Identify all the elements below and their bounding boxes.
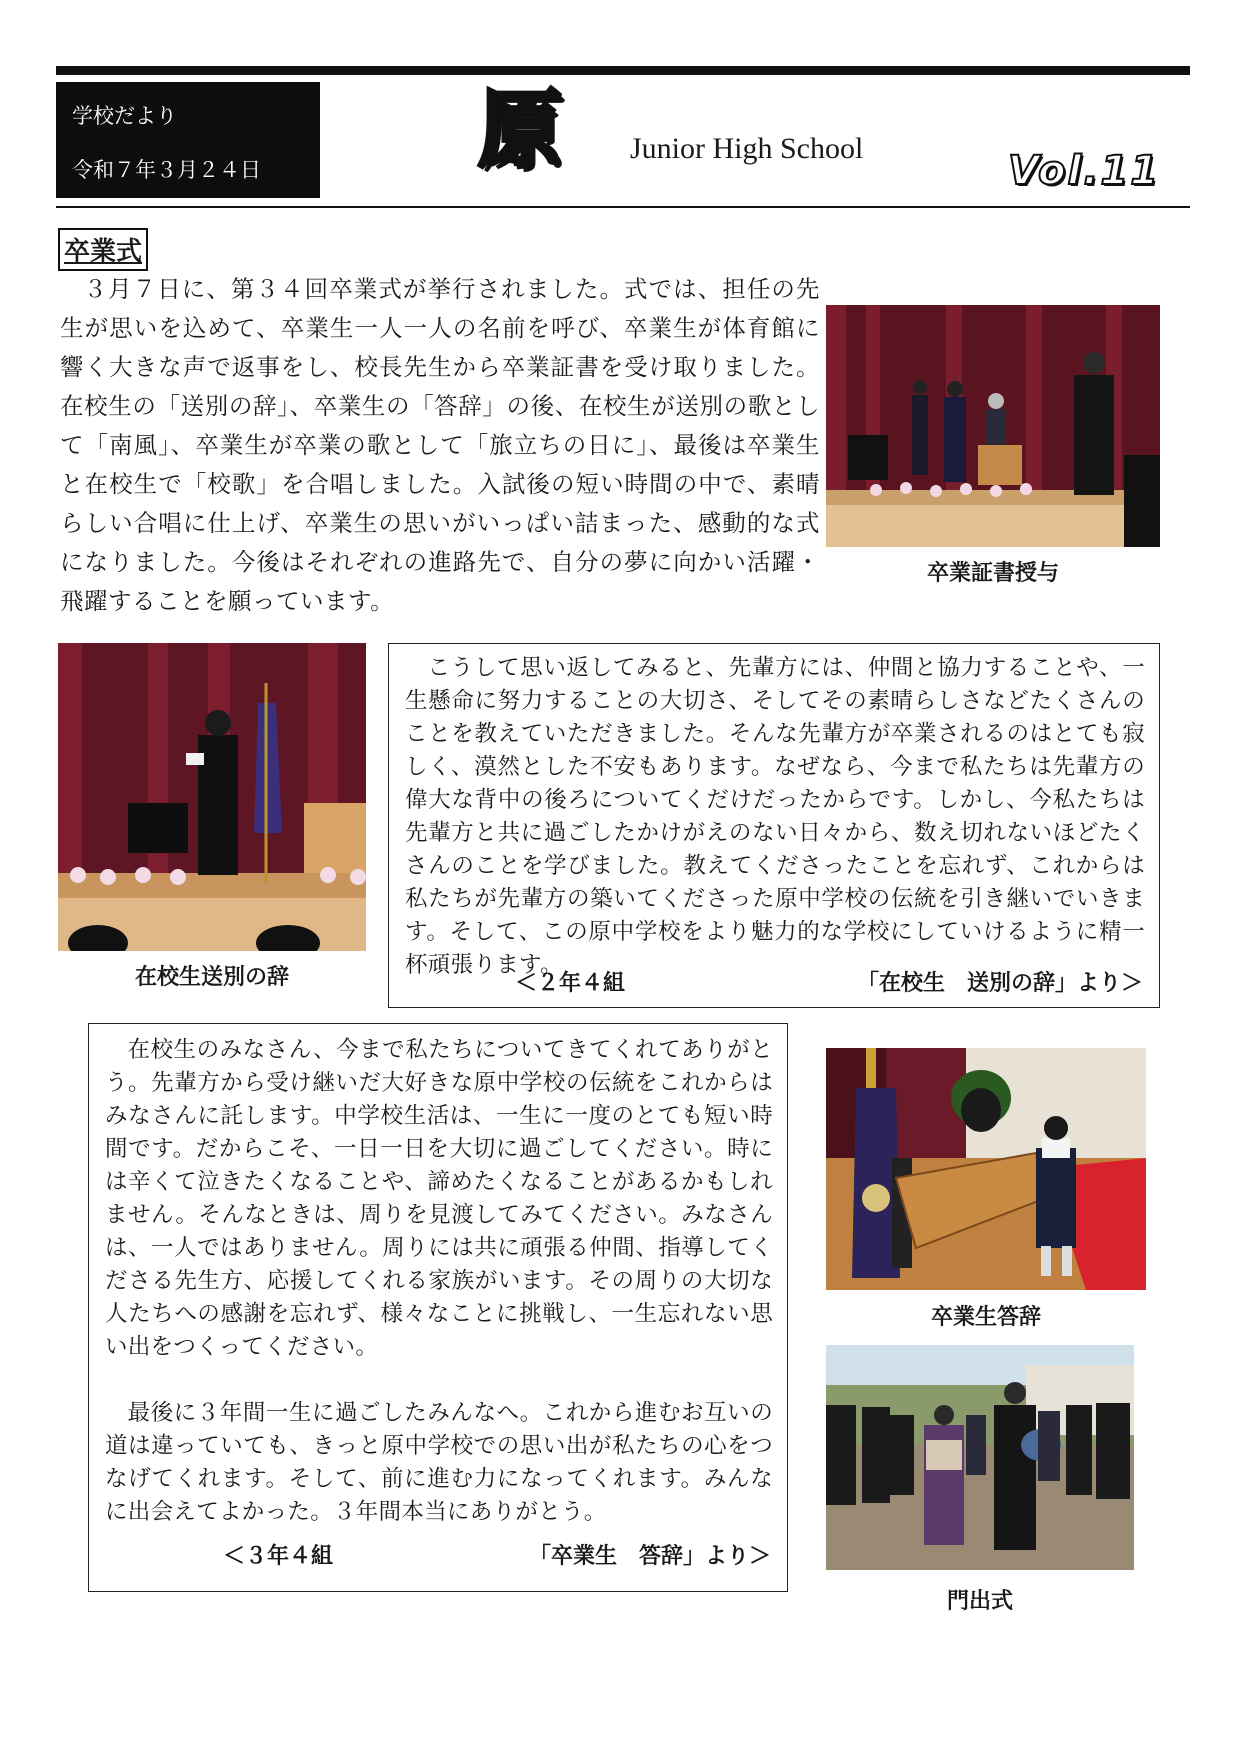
newsletter-label: 学校だより bbox=[72, 104, 177, 128]
section-title: 卒業式 bbox=[58, 228, 148, 271]
gate-ceremony-caption: 門出式 bbox=[946, 1589, 1013, 1614]
reply-caption: 卒業生答辞 bbox=[930, 1305, 1041, 1330]
reply-speech-paragraph-1: 在校生のみなさん、今まで私たちについてきてくれてありがとう。先輩方から受け継いだ大好きな原中学校の伝統をこれからはみなさんに託します。中学校生活は、一生に一度のとても短い時間です。だからこそ、一日一日を大切に過ごしてください。時には辛くて泣きたくなることや、諦めたくなることがあるかもしれません。そんなときは、周りを見渡してみてください。みなさんは、一人ではありません。周りには共に頑張る仲間、指導してくださる先生方、応援してくれる家族がいます。その周りの大切な人たちへの感謝を忘れず、様々なことに挑戦し、一生忘れない思い出をつくってください。 bbox=[105, 1037, 773, 1360]
diploma-caption: 卒業証書授与 bbox=[926, 561, 1059, 586]
farewell-photo bbox=[58, 643, 366, 951]
article-body: ３月７日に、第３４回卒業式が挙行されました。式では、担任の先生が思いを込めて、卒業生一人一人の名前を呼び、卒業生が体育館に響く大きな声で返事をし、校長先生から卒業証書を受け取りました。在校生の「送別の辞」、卒業生の「答辞」の後、在校生が送別の歌として「南風」、卒業生が卒業の歌として「旅立ちの日に」、最後は卒業生と在校生で「校歌」を合唱しました。入試後の短い時間の中で、素晴らしい合唱に仕上げ、卒業生の思いがいっぱい詰まった、感動的な式になりました。今後はそれぞれの進路先で、自分の夢に向かい活躍・飛躍することを願っています。 bbox=[60, 275, 820, 615]
reply-photo bbox=[826, 1048, 1146, 1290]
issue-date: 令和７年３月２４日 bbox=[72, 158, 261, 182]
farewell-caption: 在校生送別の辞 bbox=[134, 965, 289, 990]
farewell-source: 「在校生 送別の辞」より＞ bbox=[856, 971, 1143, 996]
reply-speech-paragraph-2: 最後に３年間一生に過ごしたみんなへ。これから進むお互いの道は違っていても、きっと原中学校での思い出が私たちの心をつなげてくれます。そして、前に進む力になってくれます。みんなに出会えてよかった。３年間本当にありがとう。 bbox=[105, 1400, 773, 1525]
farewell-class: ＜２年４組 bbox=[515, 971, 626, 996]
farewell-speech-box bbox=[388, 643, 1160, 1008]
reply-class: ＜３年４組 bbox=[223, 1544, 334, 1569]
header-rule bbox=[56, 206, 1190, 208]
masthead-school-name: Junior High School bbox=[630, 132, 864, 165]
gate-ceremony-photo bbox=[826, 1345, 1134, 1570]
masthead-kanji: 原 bbox=[478, 81, 563, 179]
farewell-speech-text: こうして思い返してみると、先輩方には、仲間と協力することや、一生懸命に努力することの大切さ、そしてその素晴らしさなどたくさんのことを教えていただきました。そんな先輩方が卒業されるのはとても寂しく、漠然とした不安もあります。なぜなら、今まで私たちは先輩方の偉大な背中の後ろについてくだけだったからです。しかし、今私たちは先輩方と共に過ごしたかけがえのない日々から、数え切れないほどたくさんのことを学びました。教えてくださったことを忘れず、これからは私たちが先輩方の築いてくださった原中学校の伝統を引き継いでいきます。そして、この原中学校をより魅力的な学校にしていけるように精一杯頑張ります。 bbox=[405, 655, 1145, 978]
diploma-photo bbox=[826, 305, 1160, 547]
volume-number: Vol.11 bbox=[1008, 148, 1161, 194]
newsletter-info-box bbox=[56, 82, 320, 198]
reply-source: 「卒業生 答辞」より＞ bbox=[528, 1544, 771, 1569]
top-rule bbox=[56, 66, 1190, 75]
reply-speech-box bbox=[88, 1023, 788, 1592]
